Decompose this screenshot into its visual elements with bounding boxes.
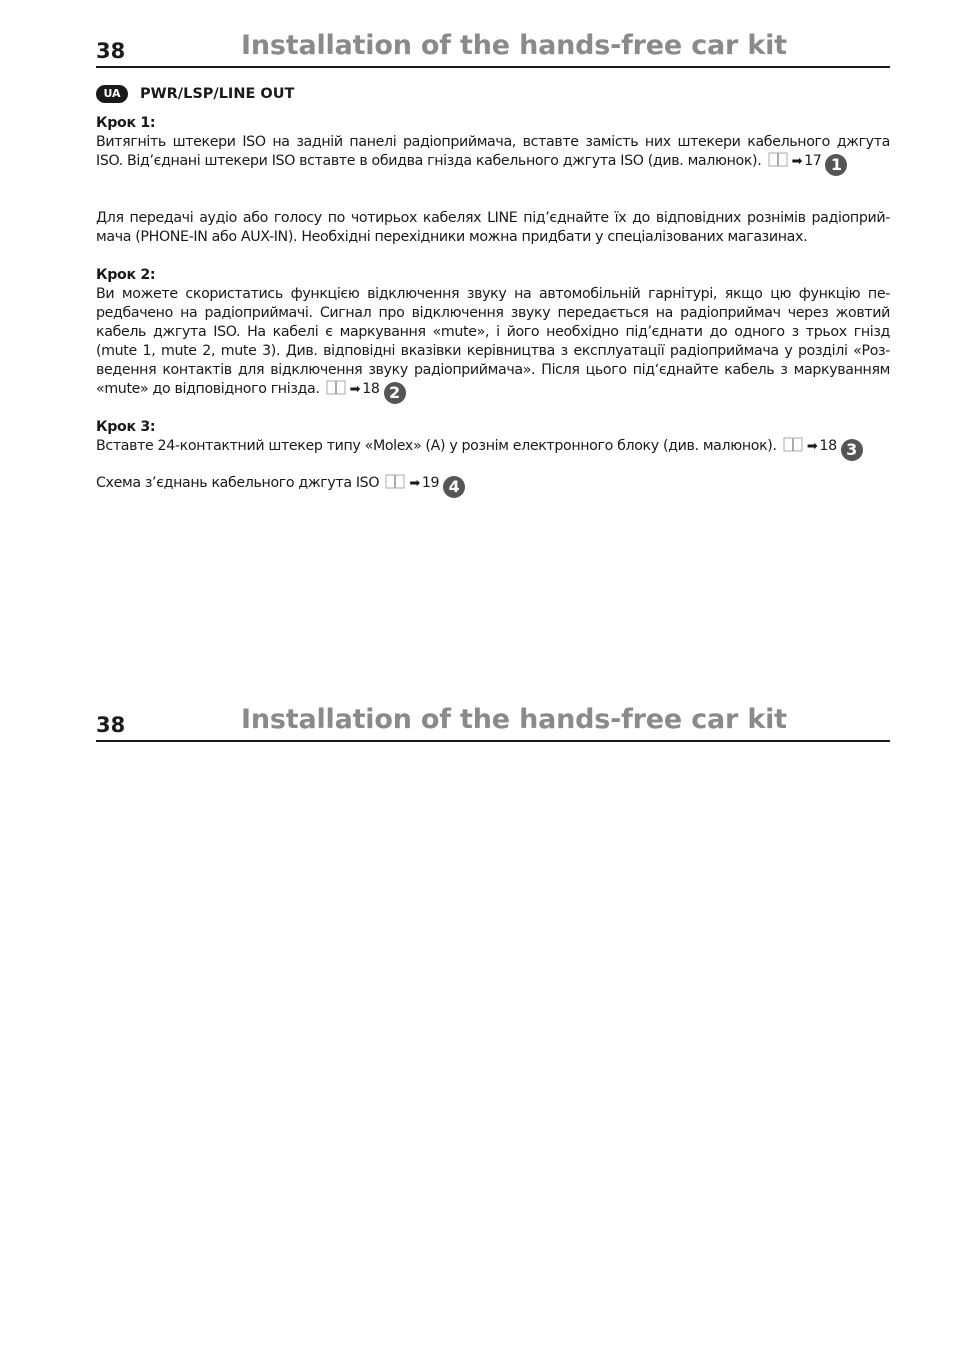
- page-number: 38: [96, 39, 126, 63]
- arrow-right-icon: ➡: [409, 476, 420, 491]
- step-3-reference: [781, 438, 863, 459]
- step-3-label: Крок 3:: [96, 419, 156, 435]
- step-1: [96, 114, 890, 176]
- step-2-figure-number: 2: [384, 382, 406, 404]
- step-3: [96, 418, 890, 461]
- page-title-repeat: Installation of the hands-free car kit: [241, 704, 787, 735]
- schema-ref-page: 19: [421, 475, 440, 491]
- line-info: [96, 209, 890, 247]
- step-1-label: Крок 1:: [96, 115, 156, 131]
- step-3-text: Вставте 24-контактний штекер типу «Molex» (A) у рознім електронного блоку (див. малюнок).: [96, 438, 777, 454]
- section-title: PWR/LSP/LINE OUT: [140, 86, 295, 102]
- arrow-right-icon: ➡: [349, 382, 361, 397]
- book-icon: [385, 474, 405, 489]
- page-header: [96, 30, 890, 68]
- step-1-figure-number: 1: [825, 154, 847, 176]
- step-3-ref-page: 18: [819, 438, 837, 454]
- page-title: Installation of the hands-free car kit: [241, 30, 787, 61]
- step-2-label: Крок 2:: [96, 267, 156, 283]
- book-icon: [768, 152, 788, 167]
- language-badge: UA: [96, 85, 128, 103]
- schema-text: Схема з’єднань кабельного джгута ISO: [96, 475, 380, 491]
- schema-figure-number: 4: [443, 476, 465, 498]
- step-3-figure-number: 3: [841, 439, 863, 461]
- page-header-repeat: [96, 704, 890, 742]
- line-info-text: Для передачі аудіо або голосу по чотирьох кабелях LINE під’єднайте їх до відповідних рознімів радіоприй-мача (PHONE-IN або AUX-IN). Необхідні перехідники можна придбати у спеціалізованих магазинах.: [96, 210, 890, 245]
- schema-reference: [96, 474, 890, 498]
- schema-body: [96, 474, 890, 498]
- step-1-text: Витягніть штекери ISO на задній панелі радіоприймача, вставте замість них штекери кабельного джгута ISO. Від’єднані штекери ISO вставте в обидва гнізда кабельного джгута ISO (див. малюнок).: [96, 134, 890, 169]
- book-icon: [326, 380, 346, 395]
- step-1-ref-page: 17: [804, 153, 822, 169]
- step-2-text: Ви можете скористатись функцією відключення звуку на автомобільній гарнітурі, якщо цю функцію пе-редбачено на радіоприймачі. Сигнал про відключення звуку передається на радіоприймач через жовтий кабель джгута ISO. На кабелі є маркування «mute», і його необхідно під’єднати до одного з трьох гнізд (mute 1, mute 2, mute 3). Див. відповідні вказівки керівництва з експлуатації радіоприймача у розділі «Роз-ведення контактів для відключення звуку радіоприймача». Після цього під‘єднайте кабель з маркуванням «mute» до відповідного гнізда.: [96, 286, 890, 397]
- step-2: [96, 266, 890, 404]
- step-2-ref-page: 18: [362, 381, 380, 397]
- arrow-right-icon: ➡: [791, 154, 803, 169]
- step-1-body: [96, 133, 890, 176]
- arrow-right-icon: ➡: [806, 439, 818, 454]
- book-icon: [783, 437, 803, 452]
- step-1-reference: [766, 153, 848, 174]
- schema-ref: [383, 475, 465, 496]
- step-2-body: [96, 285, 890, 404]
- step-2-reference: [324, 381, 406, 402]
- step-3-body: [96, 437, 890, 461]
- page-number-repeat: 38: [96, 713, 126, 737]
